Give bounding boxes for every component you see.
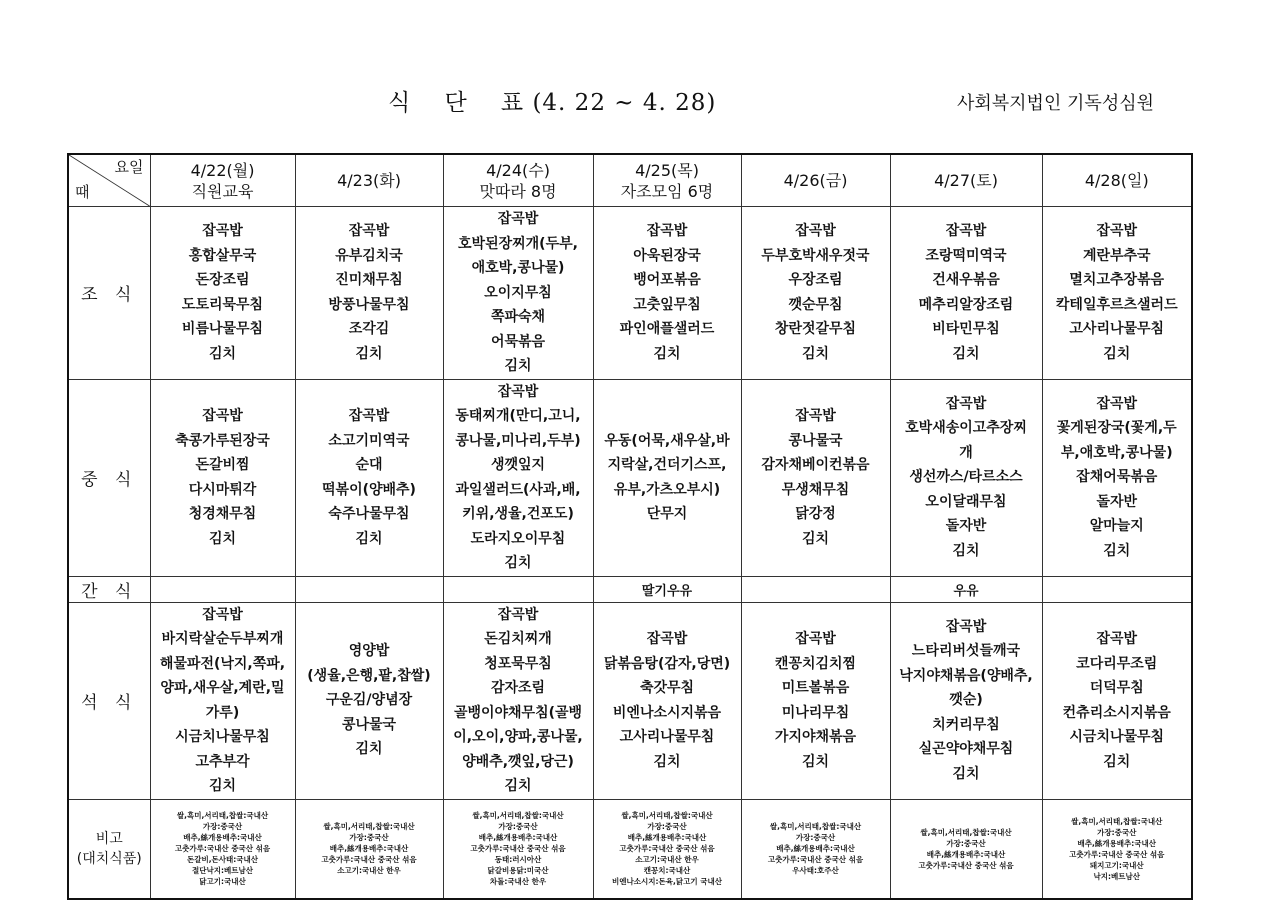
menu-item: 김치 <box>355 741 383 758</box>
menu-item: 잡곡밥 <box>1096 631 1138 647</box>
menu-item: 김치 <box>952 542 980 559</box>
menu-item: 호박된장찌개(두부, <box>458 235 578 252</box>
menu-item: 떡볶이(양배추) <box>322 481 416 498</box>
breakfast-row <box>68 207 1192 380</box>
origin-line: 배추,絲개용배추:국내산 <box>183 833 262 842</box>
menu-item: 우동(어묵,새우살,바 <box>604 432 730 449</box>
origin-line: 쌀,흑미,서리태,찹쌀:국내산 <box>920 827 1012 837</box>
origin-line: 쌀,흑미,서리태,찹쌀:국내산 <box>323 822 415 831</box>
menu-item: 이,오이,양파,콩나물, <box>453 729 583 745</box>
menu-item: 잡곡밥 <box>945 395 987 412</box>
origin-line: 고춧가루:국내산 중국산 섞음 <box>918 860 1014 870</box>
menu-item: 생선까스/타르소스 <box>909 469 1023 486</box>
menu-item: 잡곡밥 <box>1096 223 1138 240</box>
menu-item: 낙지야채볶음(양배추, <box>899 667 1033 684</box>
snack-cell <box>295 576 443 602</box>
menu-item: 김치 <box>801 345 830 362</box>
menu-item: 잡곡밥 <box>945 618 987 635</box>
menu-item: 비타민무침 <box>932 321 1000 338</box>
menu-item: 더덕무침 <box>1089 680 1144 696</box>
lunch-cell <box>295 379 443 576</box>
menu-item: 바지락살순두부찌개 <box>161 631 284 647</box>
origin-line: 쌀,흑미,서리태,찹쌀:국내산 <box>472 811 564 820</box>
menu-item: 비름나물무침 <box>181 321 264 338</box>
menu-item: 메추리알장조림 <box>918 296 1014 313</box>
menu-item: 김치 <box>208 345 237 362</box>
breakfast-cell <box>295 207 443 380</box>
menu-item: 양배추,깻잎,당근) <box>462 753 574 770</box>
menu-item: 잡채어묵볶음 <box>1076 469 1158 486</box>
origin-line: 닭고기:국내산 <box>199 877 246 886</box>
menu-item: 오이달래무침 <box>925 493 1007 510</box>
menu-item: 고사리나물무침 <box>1069 321 1165 338</box>
menu-item: 파인애플샐러드 <box>619 321 715 338</box>
day-date: 4/26(금) <box>783 171 848 190</box>
notes-cell <box>150 799 295 899</box>
snack-cell <box>443 576 593 602</box>
menu-item: 도토리묵무침 <box>181 296 264 313</box>
menu-item: 감자채베이컨볶음 <box>761 457 870 473</box>
menu-item: 잡곡밥 <box>945 223 987 240</box>
menu-item: 닭볶음탕(감자,당면) <box>603 655 731 672</box>
menu-item: 잡곡밥 <box>497 383 539 400</box>
menu-table <box>67 153 1193 900</box>
menu-item: 양파,새우살,계란,밀 <box>160 680 285 696</box>
menu-item: 조각김 <box>348 321 390 338</box>
day-event: 맛따라 8명 <box>479 181 557 201</box>
notes-cell <box>443 799 593 899</box>
lunch-row <box>68 379 1192 576</box>
corner-weekday-label: 요일 <box>114 158 144 176</box>
snack-cell: 우유 <box>890 576 1042 602</box>
menu-item: 시금치나물무침 <box>175 729 270 745</box>
menu-item: 김치 <box>653 345 681 362</box>
menu-item: 깻순무침 <box>788 296 843 313</box>
menu-item: 호박새송이고추장찌 <box>905 420 1027 437</box>
dinner-cell <box>593 602 741 799</box>
menu-item: 청경채무침 <box>188 506 257 522</box>
menu-item: 소고기미역국 <box>328 432 410 449</box>
origin-line: 가장:중국산 <box>647 822 687 831</box>
menu-item: 김치 <box>504 778 532 794</box>
menu-item: 미나리무침 <box>781 704 850 721</box>
menu-item: 동태찌개(만디,고니, <box>455 408 581 424</box>
day-date: 4/24(수) <box>486 160 550 180</box>
origin-line: 가장:중국산 <box>349 833 389 842</box>
menu-item: 잡곡밥 <box>348 223 390 240</box>
snack-cell <box>741 576 890 602</box>
day-date: 4/23(화) <box>337 171 401 190</box>
notes-cell <box>1042 799 1192 899</box>
day-event: 직원교육 <box>191 181 254 201</box>
menu-item: (생율,은행,팥,찹쌀) <box>307 667 431 684</box>
origin-line: 가장:중국산 <box>498 822 538 831</box>
menu-item: 김치 <box>801 530 830 547</box>
origin-line: 쌀,흑미,서리태,찹쌀:국내산 <box>769 822 862 831</box>
menu-item: 김치 <box>1103 345 1131 362</box>
menu-item: 잡곡밥 <box>795 408 836 424</box>
menu-item: 오이지무침 <box>484 284 552 301</box>
menu-item: 지락살,건더기스프, <box>607 457 727 473</box>
menu-item: 시금치나물무침 <box>1069 729 1165 745</box>
menu-item: 무생채무침 <box>781 481 850 498</box>
day-header <box>443 154 593 207</box>
snack-row <box>68 576 1192 602</box>
menu-item: 잡곡밥 <box>1096 395 1138 412</box>
dinner-row <box>68 602 1192 799</box>
breakfast-cell <box>741 207 890 380</box>
menu-item: 비엔나소시지볶음 <box>612 704 722 721</box>
menu-item: 김치 <box>208 530 237 547</box>
menu-item: 알마늘지 <box>1089 518 1144 535</box>
menu-item: 잡곡밥 <box>646 223 688 240</box>
menu-item: 김치 <box>355 530 383 547</box>
origin-line: 캔꽁치:국내산 <box>643 866 691 875</box>
origin-line: 고춧가루:국내산 중국산 섞음 <box>174 844 271 853</box>
lunch-cell <box>150 379 295 576</box>
menu-item: 생깻잎지 <box>490 457 546 473</box>
notes-cell <box>295 799 443 899</box>
day-event: 자조모임 6명 <box>620 181 714 201</box>
notes-label-line: (대치식품) <box>76 850 142 867</box>
day-header <box>295 154 443 207</box>
menu-item: 김치 <box>504 358 532 374</box>
menu-item: 건새우볶음 <box>932 272 1000 289</box>
menu-item: 진미채무침 <box>335 272 403 289</box>
day-header <box>1042 154 1192 207</box>
menu-item: 잡곡밥 <box>646 631 688 647</box>
dinner-cell <box>1042 602 1192 799</box>
menu-item: 우장조림 <box>788 272 843 289</box>
menu-item: 골뱅이야채무침(골뱅 <box>453 704 583 721</box>
menu-item: 도라지오이무침 <box>470 530 566 547</box>
menu-item: 해물파전(낙지,쪽파, <box>159 655 286 672</box>
origin-line: 배추,絲개용배추:국내산 <box>329 844 409 853</box>
origin-line: 쌀,흑미,서리태,찹쌀:국내산 <box>176 811 269 820</box>
menu-item: 홍합살무국 <box>188 247 257 264</box>
day-date: 4/28(일) <box>1084 171 1149 190</box>
menu-item: 미트볼볶음 <box>781 680 850 696</box>
origin-line: 우사태:호주산 <box>792 866 839 875</box>
menu-item: 캔꽁치김치찜 <box>774 655 857 672</box>
notes-cell <box>741 799 890 899</box>
menu-item: 고추부각 <box>195 753 250 770</box>
menu-item: 키위,생율,건포도) <box>462 506 574 522</box>
menu-item: 다시마튀각 <box>188 481 257 498</box>
menu-item: 콩나물,미나리,두부) <box>455 432 581 449</box>
day-date: 4/22(월) <box>190 160 255 180</box>
lunch-cell <box>741 379 890 576</box>
organization-name: 사회복지법인 기독성심원 <box>957 93 1154 114</box>
breakfast-cell <box>150 207 295 380</box>
origin-line: 가장:중국산 <box>946 838 986 848</box>
lunch-cell <box>1042 379 1192 576</box>
menu-item: 창란젓갈무침 <box>774 321 857 338</box>
menu-item: 잡곡밥 <box>497 606 539 623</box>
menu-item: 잡곡밥 <box>795 631 836 647</box>
menu-item: 영양밥 <box>348 643 390 660</box>
origin-line: 배추,絲개용배추:국내산 <box>926 849 1006 859</box>
origin-line: 고춧가루:국내산 중국산 섞음 <box>619 844 715 853</box>
breakfast-cell <box>890 207 1042 380</box>
origin-line: 가장:중국산 <box>1097 827 1137 837</box>
menu-item: 컨츄리소시지볶음 <box>1062 704 1171 721</box>
menu-item: 가루) <box>205 704 240 721</box>
menu-item: 김치 <box>1103 753 1131 770</box>
origin-line: 비엔나소시지:돈육,닭고기 국내산 <box>612 877 722 886</box>
notes-cell <box>593 799 741 899</box>
menu-item: 잡곡밥 <box>202 223 243 240</box>
menu-item: 뱅어포볶음 <box>633 272 701 289</box>
origin-line: 가장:중국산 <box>795 833 836 842</box>
menu-item: 깻순) <box>949 692 983 709</box>
menu-item: 고사리나물무침 <box>619 729 715 745</box>
menu-item: 김치 <box>801 753 830 770</box>
origin-line: 고춧가루:국내산 중국산 섞음 <box>767 855 864 864</box>
menu-item: 잡곡밥 <box>348 408 390 424</box>
menu-item: 유부,가츠오부시) <box>613 481 721 498</box>
origin-line: 절단낙지:베트남산 <box>192 866 253 875</box>
menu-item: 축콩가루된장국 <box>175 432 270 449</box>
page-title: 식 단 표 (4. 22 ~ 4. 28) <box>388 90 717 116</box>
snack-cell <box>150 576 295 602</box>
menu-item: 돈김치찌개 <box>484 631 552 647</box>
origin-line: 동태:러시아산 <box>494 855 542 864</box>
menu-item: 개 <box>959 444 973 461</box>
snack-cell: 딸기우유 <box>593 576 741 602</box>
menu-item: 구운김/양념장 <box>325 692 413 709</box>
origin-line: 소고기:국내산 한우 <box>635 855 699 864</box>
menu-item: 느타리버섯들깨국 <box>911 643 1021 660</box>
menu-item: 과일샐러드(사과,배, <box>455 481 581 498</box>
origin-line: 고춧가루:국내산 중국산 섞음 <box>470 844 566 853</box>
origin-line: 배추,絲개용배추:국내산 <box>1077 838 1157 848</box>
breakfast-label: 조 식 <box>68 207 150 380</box>
menu-item: 부,애호박,콩나물) <box>1060 444 1173 461</box>
menu-item: 축갓무침 <box>639 680 695 696</box>
menu-item: 잡곡밥 <box>497 211 539 227</box>
menu-item: 김치 <box>1103 542 1131 559</box>
menu-item: 김치 <box>355 345 383 362</box>
menu-item: 가지야채볶음 <box>774 729 857 745</box>
menu-item: 돌자반 <box>1096 493 1138 510</box>
notes-cell <box>890 799 1042 899</box>
breakfast-cell <box>1042 207 1192 380</box>
menu-item: 순대 <box>355 457 383 473</box>
day-header <box>150 154 295 207</box>
dinner-label: 석 식 <box>68 602 150 799</box>
dinner-cell <box>150 602 295 799</box>
origin-line: 돼지고기:국내산 <box>1089 860 1144 870</box>
origin-line: 고춧가루:국내산 중국산 섞음 <box>321 855 417 864</box>
menu-item: 청포묵무침 <box>484 655 552 672</box>
day-header <box>593 154 741 207</box>
dinner-cell <box>741 602 890 799</box>
menu-item: 멸치고추장볶음 <box>1069 272 1165 289</box>
origin-line: 쌀,흑미,서리태,찹쌀:국내산 <box>1071 816 1163 826</box>
day-header <box>890 154 1042 207</box>
day-date: 4/27(토) <box>934 171 998 190</box>
menu-item: 계란부추국 <box>1082 247 1151 264</box>
menu-item: 고춧잎무침 <box>633 296 701 313</box>
origin-line: 쌀,흑미,서리태,찹쌀:국내산 <box>621 811 713 820</box>
menu-item: 김치 <box>952 345 980 362</box>
origin-line: 배추,絲개용배추:국내산 <box>627 833 707 842</box>
dinner-cell <box>890 602 1042 799</box>
origin-line: 배추,絲개용배추:국내산 <box>478 833 558 842</box>
lunch-label: 중 식 <box>68 379 150 576</box>
breakfast-cell <box>443 207 593 380</box>
menu-item: 유부김치국 <box>335 247 403 264</box>
origin-line: 고춧가루:국내산 중국산 섞음 <box>1069 849 1165 859</box>
menu-item: 잡곡밥 <box>795 223 836 240</box>
menu-item: 아욱된장국 <box>633 247 701 264</box>
menu-item: 잡곡밥 <box>202 606 243 623</box>
menu-item: 단무지 <box>646 506 688 522</box>
menu-item: 칵테일후르츠샐러드 <box>1055 296 1178 313</box>
menu-item: 잡곡밥 <box>202 408 243 424</box>
menu-item: 돌자반 <box>945 518 987 535</box>
menu-item: 콩나물국 <box>341 716 397 733</box>
lunch-cell <box>443 379 593 576</box>
origin-line: 돈갈비,돈사태:국내산 <box>186 855 259 864</box>
origin-line: 가장:중국산 <box>202 822 243 831</box>
snack-label: 간 식 <box>68 576 150 602</box>
menu-item: 숙주나물무침 <box>328 506 410 522</box>
lunch-cell <box>890 379 1042 576</box>
menu-item: 김치 <box>504 555 532 571</box>
menu-item: 치커리무침 <box>932 716 1000 733</box>
dinner-cell <box>443 602 593 799</box>
origin-line: 소고기:국내산 한우 <box>337 866 401 875</box>
day-header <box>741 154 890 207</box>
snack-cell <box>1042 576 1192 602</box>
corner-cell <box>68 154 150 207</box>
menu-item: 닭강정 <box>795 506 836 522</box>
menu-item: 돈갈비찜 <box>195 457 250 473</box>
origin-line: 닭갈비용닭:미국산 <box>487 866 549 875</box>
menu-item: 실곤약야채무침 <box>918 741 1014 758</box>
day-header-row <box>68 154 1192 207</box>
menu-item: 애호박,콩나물) <box>471 260 565 276</box>
menu-item: 두부호박새우젓국 <box>761 247 870 264</box>
corner-meal-label: 때 <box>75 183 90 201</box>
dinner-cell <box>295 602 443 799</box>
menu-item: 조랑떡미역국 <box>925 247 1007 264</box>
menu-item: 쪽파숙채 <box>490 309 546 325</box>
origin-line: 낙지:베트남산 <box>1093 871 1140 881</box>
notes-label-line: 비고 <box>95 830 123 847</box>
menu-item: 코다리무조림 <box>1076 655 1158 672</box>
menu-item: 김치 <box>653 753 681 770</box>
menu-item: 어묵볶음 <box>490 333 546 350</box>
day-date: 4/25(목) <box>635 160 699 180</box>
menu-item: 콩나물국 <box>788 432 843 449</box>
menu-item: 꽃게된장국(꽃게,두 <box>1056 420 1177 437</box>
breakfast-cell <box>593 207 741 380</box>
menu-item: 김치 <box>952 765 980 782</box>
notes-label <box>68 799 150 899</box>
origin-line: 배추,絲개용배추:국내산 <box>776 844 855 853</box>
origin-line: 차돌:국내산 한우 <box>489 877 547 886</box>
menu-item: 감자조림 <box>490 680 546 696</box>
menu-item: 돈장조림 <box>195 272 250 289</box>
menu-item: 방풍나물무침 <box>328 296 410 313</box>
lunch-cell <box>593 379 741 576</box>
menu-item: 김치 <box>208 778 237 794</box>
notes-row <box>68 799 1192 899</box>
